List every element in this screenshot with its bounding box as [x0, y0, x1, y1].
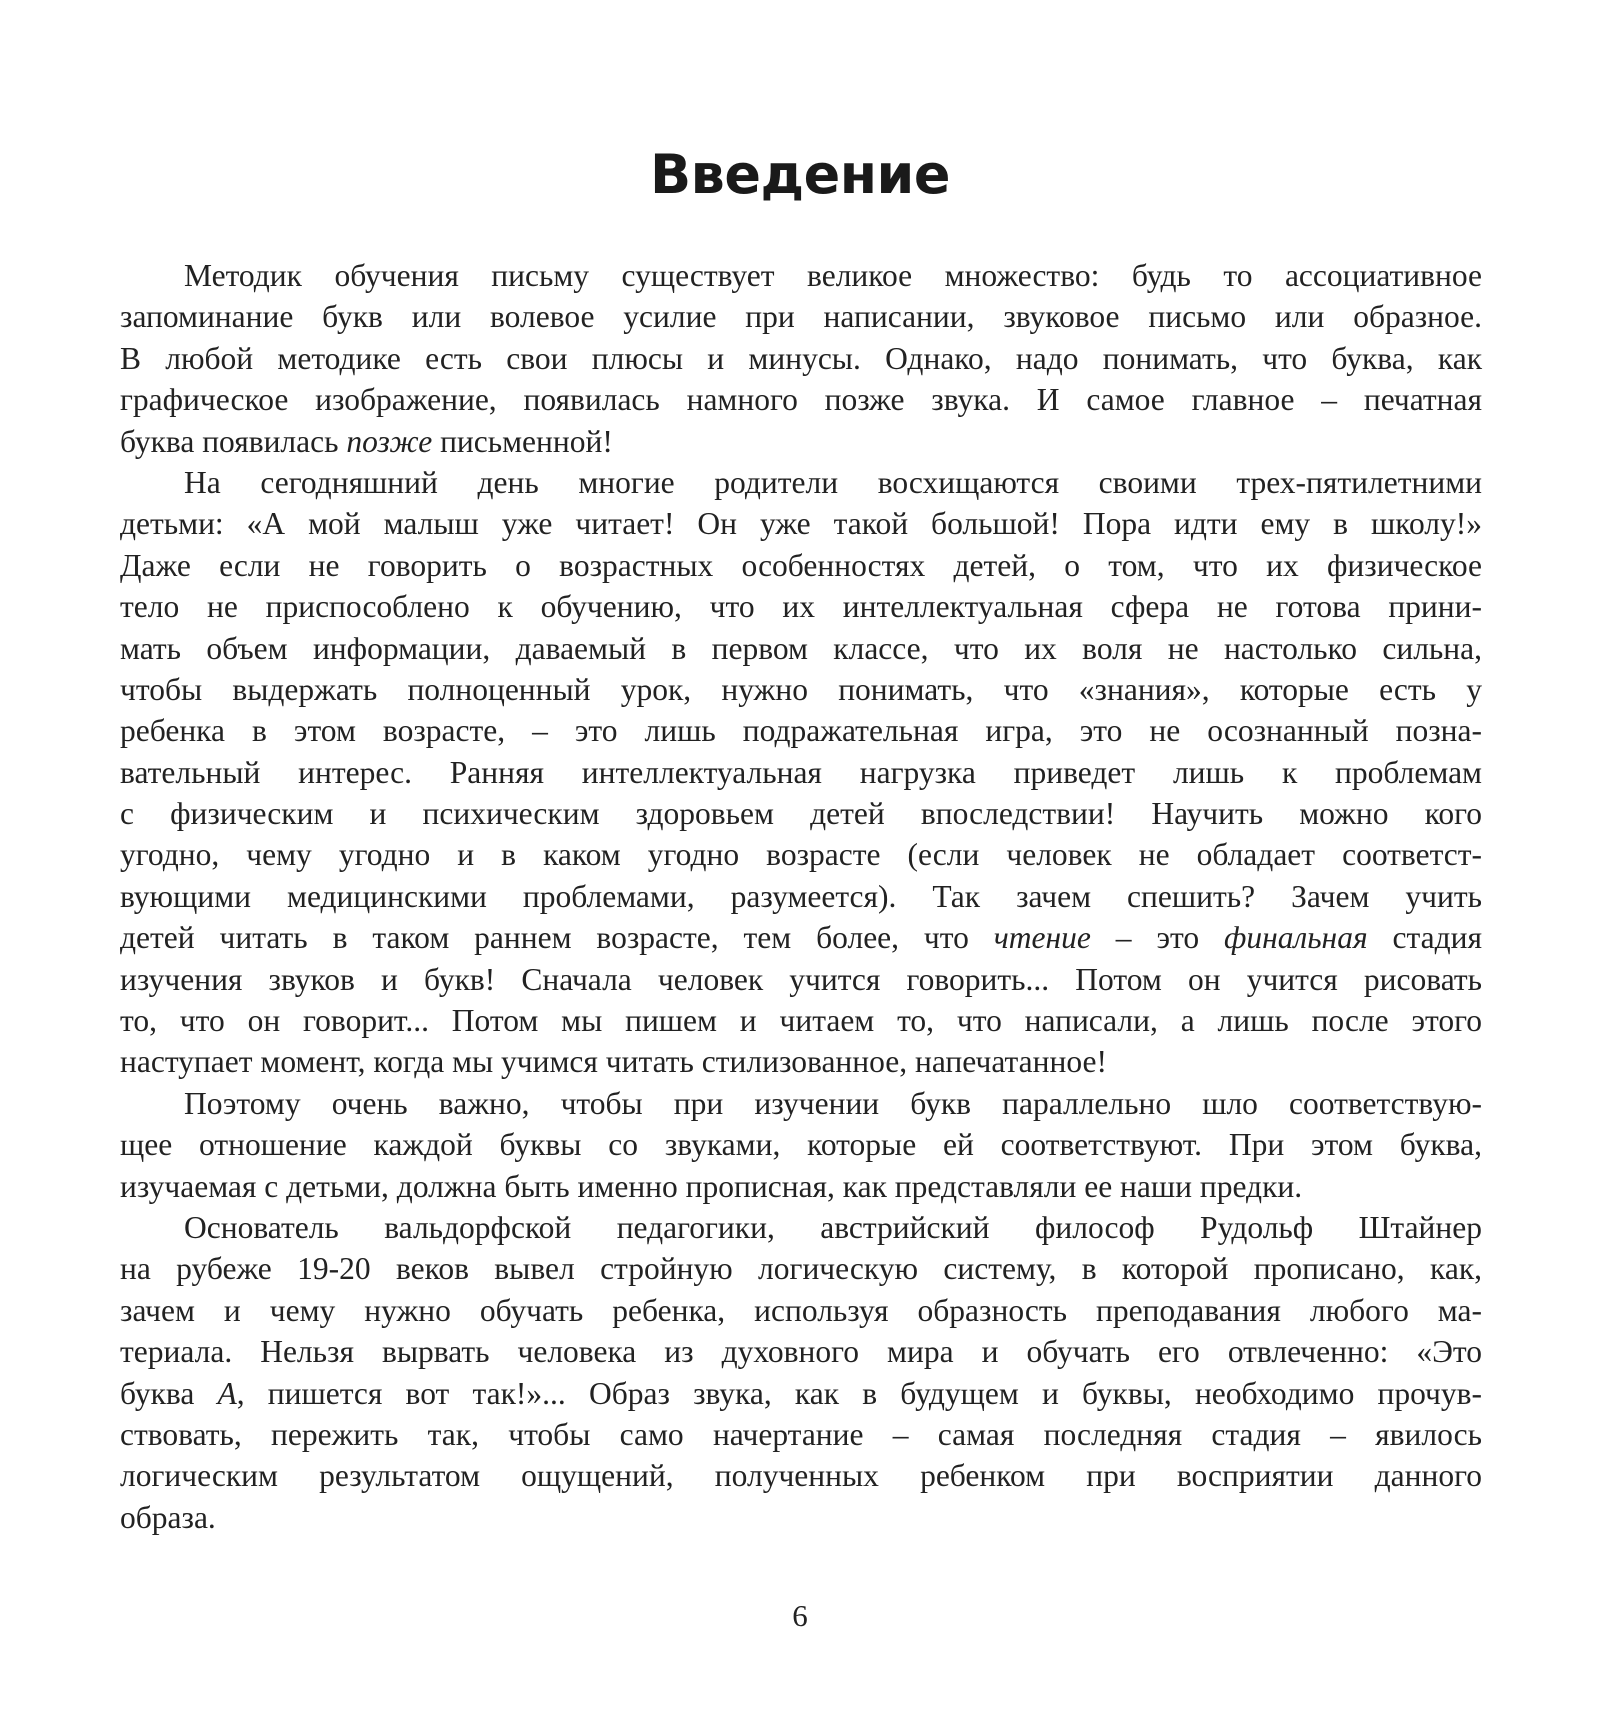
text-segment: , пишется вот так!»... Образ звука, как в будущем и буквы, необходимо прочув- [236, 1375, 1482, 1411]
text-line [120, 586, 1482, 627]
text-segment: буква появилась [120, 423, 347, 459]
text-segment: письменной! [432, 423, 613, 459]
text-segment: На сегодняшний день многие родители восхищаются своими трех-пятилетними [184, 464, 1482, 500]
text-line [120, 421, 1482, 462]
text-segment: В любой методике есть свои плюсы и минусы. Однако, надо понимать, что буква, как [120, 340, 1482, 376]
text-line [120, 338, 1482, 379]
page-title: Введение [650, 143, 950, 206]
text-segment: логическим результатом ощущений, полученных ребенком при восприятии данного [120, 1458, 1482, 1494]
text-line [120, 628, 1482, 669]
text-line [120, 1290, 1482, 1331]
text-line [120, 834, 1482, 875]
text-segment: изучения звуков и букв! Сначала человек учится говорить... Потом он учится рисовать [120, 961, 1482, 997]
text-segment: зачем и чему нужно обучать ребенка, используя образность преподавания любого ма- [120, 1292, 1482, 1328]
text-line [120, 876, 1482, 917]
text-segment: Основатель вальдорфской педагогики, австрийский философ Рудольф Штайнер [184, 1209, 1482, 1245]
text-line [120, 959, 1482, 1000]
text-segment: чтобы выдержать полноценный урок, нужно понимать, что «знания», которые есть у [120, 671, 1482, 707]
text-line [120, 752, 1482, 793]
text-line [120, 1207, 1482, 1248]
body-text [120, 255, 1482, 1538]
text-line [120, 503, 1482, 544]
text-line [120, 1124, 1482, 1165]
text-segment: Даже если не говорить о возрастных особенностях детей, о том, что их физическое [120, 547, 1482, 583]
text-segment: вующими медицинскими проблемами, разумеется). Так зачем спешить? Зачем учить [120, 878, 1482, 914]
text-line [120, 669, 1482, 710]
text-segment: то, что он говорит... Потом мы пишем и читаем то, что написали, а лишь после этого [120, 1003, 1482, 1039]
text-line [120, 1373, 1482, 1414]
text-segment: мать объем информации, даваемый в первом классе, что их воля не настолько сильна, [120, 630, 1482, 666]
text-segment: щее отношение каждой буквы со звуками, которые ей соответствуют. При этом буква, [120, 1127, 1482, 1163]
italic-text: А [217, 1375, 237, 1411]
text-line [120, 917, 1482, 958]
paragraph [120, 1083, 1482, 1207]
text-segment: ствовать, пережить так, чтобы само начертание – самая последняя стадия – явилось [120, 1416, 1482, 1452]
text-segment: териала. Нельзя вырвать человека из духовного мира и обучать его отвлеченно: «Это [120, 1334, 1482, 1370]
text-line [120, 1248, 1482, 1289]
text-line [120, 545, 1482, 586]
text-segment: с физическим и психическим здоровьем детей впоследствии! Научить можно кого [120, 796, 1482, 832]
text-line [120, 255, 1482, 296]
text-line [120, 379, 1482, 420]
text-segment: Методик обучения письму существует великое множество: будь то ассоциативное [184, 258, 1482, 293]
text-segment: Поэтому очень важно, чтобы при изучении букв параллельно шло соответствую- [184, 1085, 1482, 1121]
text-line [120, 1455, 1482, 1496]
text-line [120, 462, 1482, 503]
page-number: 6 [792, 1598, 808, 1633]
text-line [120, 296, 1482, 337]
text-segment: детьми: «А мой малыш уже читает! Он уже такой большой! Пора идти ему в школу!» [120, 506, 1482, 542]
text-segment: изучаемая с детьми, должна быть именно прописная, как представляли ее наши предки. [120, 1168, 1303, 1204]
text-line [120, 1041, 1482, 1082]
text-line [120, 1331, 1482, 1372]
paragraph [120, 1207, 1482, 1538]
text-segment: – это [1090, 920, 1224, 956]
italic-text: чтение [993, 920, 1091, 956]
text-line [120, 1497, 1482, 1538]
text-segment: на рубеже 19-20 веков вывел стройную логическую систему, в которой прописано, как, [120, 1251, 1482, 1287]
text-segment: наступает момент, когда мы учимся читать стилизованное, напечатанное! [120, 1044, 1107, 1080]
text-segment: графическое изображение, появилась намного позже звука. И самое главное – печатная [120, 382, 1482, 418]
text-segment: ребенка в этом возрасте, – это лишь подражательная игра, это не осознанный позна- [120, 713, 1482, 749]
text-segment: образа. [120, 1499, 216, 1535]
text-segment: детей читать в таком раннем возрасте, тем более, что [120, 920, 994, 956]
paragraph [120, 462, 1482, 1083]
text-segment: угодно, чему угодно и в каком угодно возрасте (если человек не обладает соответст- [120, 837, 1482, 873]
italic-text: финальная [1224, 920, 1368, 956]
text-segment: буква [120, 1375, 218, 1411]
text-line [120, 710, 1482, 751]
text-segment: вательный интерес. Ранняя интеллектуальная нагрузка приведет лишь к проблемам [120, 754, 1482, 790]
text-segment: стадия [1367, 920, 1482, 956]
text-line [120, 1000, 1482, 1041]
text-line [120, 1414, 1482, 1455]
text-segment: тело не приспособлено к обучению, что их интеллектуальная сфера не готова прини- [120, 589, 1482, 625]
italic-text: позже [346, 423, 433, 459]
paragraph [120, 255, 1482, 462]
text-segment: запоминание букв или волевое усилие при написании, звуковое письмо или образное. [120, 299, 1482, 335]
text-line [120, 793, 1482, 834]
text-line [120, 1166, 1482, 1207]
text-line [120, 1083, 1482, 1124]
